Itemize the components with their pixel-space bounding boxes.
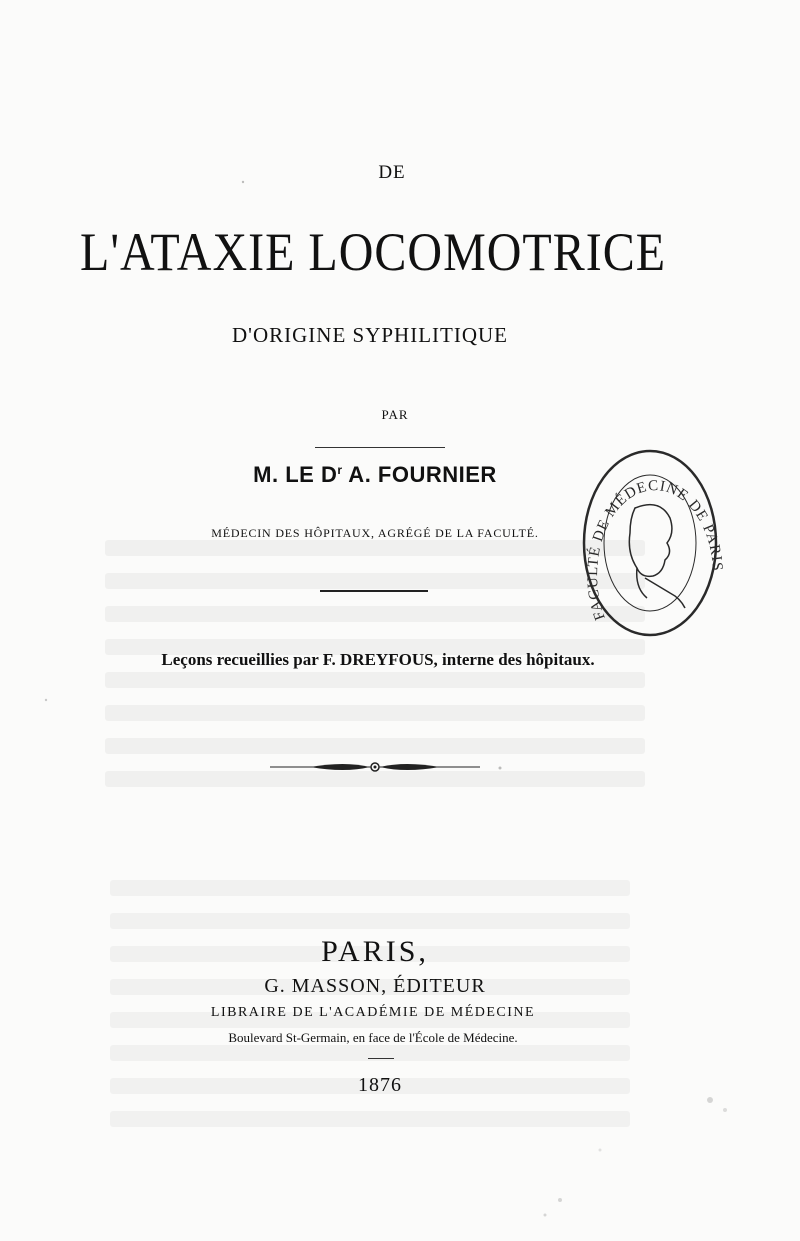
page-title: L'ATAXIE LOCOMOTRICE <box>80 223 667 283</box>
author-surname: A. FOURNIER <box>342 462 497 487</box>
year-rule <box>368 1058 394 1059</box>
imprint-city: PARIS, <box>321 935 429 968</box>
author-credentials: MÉDECIN DES HÔPITAUX, AGRÉGÉ DE LA FACULTÉ. <box>211 526 539 540</box>
author-prefix: M. LE D <box>253 462 338 487</box>
imprint-year: 1876 <box>358 1074 402 1096</box>
imprint-publisher: G. MASSON, ÉDITEUR <box>264 975 486 997</box>
divider-rule <box>315 447 445 448</box>
page-subtitle: D'ORIGINE SYPHILITIQUE <box>232 323 508 347</box>
by-label: PAR <box>381 407 409 422</box>
imprint-library: LIBRAIRE DE L'ACADÉMIE DE MÉDECINE <box>210 1005 536 1020</box>
stamp-text: FACULTÉ DE MÉDECINE DE PARIS <box>584 477 725 623</box>
author-name <box>225 462 525 488</box>
author-prefix-sup: r <box>337 463 343 477</box>
library-stamp <box>575 448 725 648</box>
divider-rule-bold <box>320 590 428 592</box>
lecture-notes-credit: Leçons recueillies par F. DREYFOUS, interne des hôpitaux. <box>161 650 595 669</box>
ornament-rule <box>270 757 480 777</box>
imprint-address: Boulevard St-Germain, en face de l'École de Médecine. <box>228 1030 518 1045</box>
title-preposition: DE <box>378 162 406 183</box>
